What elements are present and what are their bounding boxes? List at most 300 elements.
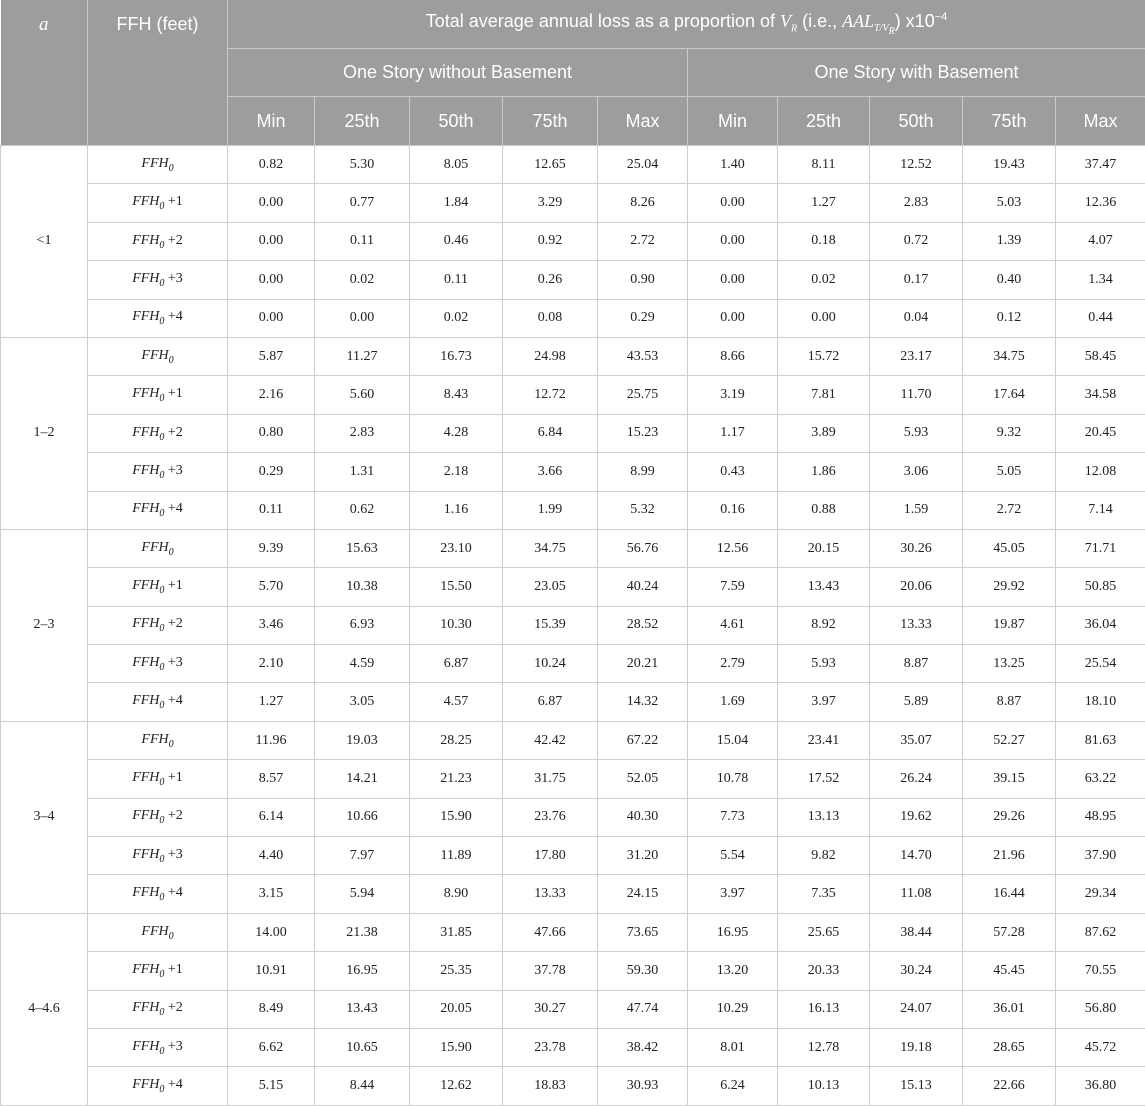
table-cell: 15.90: [410, 1028, 503, 1066]
table-cell: 47.66: [503, 913, 598, 951]
table-row: [1, 990, 1145, 1028]
table-cell: 26.24: [870, 760, 963, 798]
table-cell: 2.79: [688, 645, 778, 683]
table-cell: 21.96: [963, 837, 1056, 875]
table-row: [1, 875, 1145, 913]
table-cell: 30.26: [870, 529, 963, 567]
table-cell: 8.49: [228, 990, 315, 1028]
table-cell: 0.17: [870, 261, 963, 299]
table-cell: 8.66: [688, 337, 778, 375]
table-cell: 0.00: [315, 299, 410, 337]
header-stat: 75th: [963, 97, 1056, 146]
table-cell: 70.55: [1056, 952, 1145, 990]
table-cell: 13.13: [778, 798, 870, 836]
table-cell: 8.90: [410, 875, 503, 913]
table-cell: 12.56: [688, 529, 778, 567]
table-row: [1, 568, 1145, 606]
table-cell: 15.63: [315, 529, 410, 567]
table-cell: 25.54: [1056, 645, 1145, 683]
group-label: 2–3: [1, 529, 88, 721]
table-cell: 2.18: [410, 453, 503, 491]
table-cell: 1.27: [228, 683, 315, 721]
table-cell: 16.95: [315, 952, 410, 990]
table-cell: 15.23: [598, 414, 688, 452]
table-cell: 31.20: [598, 837, 688, 875]
table-cell: 3.29: [503, 184, 598, 222]
table-cell: 4.28: [410, 414, 503, 452]
table-cell: 11.27: [315, 337, 410, 375]
ffh-label: $FFH_0 +4$: [88, 299, 228, 337]
table-cell: 24.15: [598, 875, 688, 913]
ffh-label: $FFH_0 +1$: [88, 184, 228, 222]
table-cell: 20.06: [870, 568, 963, 606]
table-cell: 25.65: [778, 913, 870, 951]
table-cell: 19.43: [963, 146, 1056, 184]
table-cell: 40.30: [598, 798, 688, 836]
table-cell: 4.61: [688, 606, 778, 644]
table-cell: 48.95: [1056, 798, 1145, 836]
table-cell: 23.05: [503, 568, 598, 606]
table-cell: 8.87: [870, 645, 963, 683]
table-cell: 5.87: [228, 337, 315, 375]
table-cell: 10.24: [503, 645, 598, 683]
table-row: [1, 261, 1145, 299]
header-stat: Min: [228, 97, 315, 146]
table-cell: 1.86: [778, 453, 870, 491]
table-cell: 14.21: [315, 760, 410, 798]
table-cell: 13.20: [688, 952, 778, 990]
table-cell: 3.97: [778, 683, 870, 721]
table-cell: 5.94: [315, 875, 410, 913]
header-stat: 25th: [315, 97, 410, 146]
table-cell: 24.98: [503, 337, 598, 375]
table-cell: 42.42: [503, 721, 598, 759]
table-cell: 0.92: [503, 222, 598, 260]
table-cell: 0.29: [598, 299, 688, 337]
table-cell: 6.62: [228, 1028, 315, 1066]
table-cell: 13.43: [315, 990, 410, 1028]
table-cell: 8.05: [410, 146, 503, 184]
ffh-label: $FFH_0 +4$: [88, 683, 228, 721]
table-cell: 0.72: [870, 222, 963, 260]
table-cell: 43.53: [598, 337, 688, 375]
table-cell: 45.45: [963, 952, 1056, 990]
table-cell: 5.70: [228, 568, 315, 606]
table-cell: 13.33: [503, 875, 598, 913]
table-cell: 18.10: [1056, 683, 1145, 721]
table-cell: 0.90: [598, 261, 688, 299]
table-cell: 19.87: [963, 606, 1056, 644]
table-cell: 3.15: [228, 875, 315, 913]
table-cell: 38.44: [870, 913, 963, 951]
table-row: [1, 491, 1145, 529]
table-cell: 4.57: [410, 683, 503, 721]
table-cell: 34.75: [963, 337, 1056, 375]
table-cell: 19.18: [870, 1028, 963, 1066]
table-cell: 14.00: [228, 913, 315, 951]
table-cell: 47.74: [598, 990, 688, 1028]
table-row: [1, 913, 1145, 951]
table-cell: 31.85: [410, 913, 503, 951]
table-cell: 0.16: [688, 491, 778, 529]
table-cell: 45.05: [963, 529, 1056, 567]
table-cell: 13.33: [870, 606, 963, 644]
table-cell: 6.87: [503, 683, 598, 721]
table-cell: 0.88: [778, 491, 870, 529]
table-cell: 28.25: [410, 721, 503, 759]
ffh-label: $FFH_0 +4$: [88, 875, 228, 913]
table-row: [1, 606, 1145, 644]
table-row: [1, 645, 1145, 683]
table-cell: 0.26: [503, 261, 598, 299]
ffh-label: $FFH_0 +2$: [88, 798, 228, 836]
table-cell: 15.90: [410, 798, 503, 836]
table-row: [1, 453, 1145, 491]
table-cell: 1.31: [315, 453, 410, 491]
table-cell: 29.34: [1056, 875, 1145, 913]
table-cell: 10.78: [688, 760, 778, 798]
header-ffh: FFH (feet): [88, 0, 228, 146]
table-cell: 13.25: [963, 645, 1056, 683]
table-cell: 23.41: [778, 721, 870, 759]
table-cell: 0.00: [778, 299, 870, 337]
header-stat: Max: [598, 97, 688, 146]
table-cell: 0.00: [228, 261, 315, 299]
table-cell: 0.00: [228, 184, 315, 222]
table-cell: 16.73: [410, 337, 503, 375]
table-cell: 4.07: [1056, 222, 1145, 260]
table-cell: 10.65: [315, 1028, 410, 1066]
header-stat: 50th: [410, 97, 503, 146]
table-cell: 3.89: [778, 414, 870, 452]
table-cell: 3.46: [228, 606, 315, 644]
ffh-label: $FFH_0 +2$: [88, 414, 228, 452]
ffh-label: $FFH_0$: [88, 529, 228, 567]
table-cell: 8.57: [228, 760, 315, 798]
table-cell: 9.32: [963, 414, 1056, 452]
table-cell: 12.36: [1056, 184, 1145, 222]
table-cell: 20.45: [1056, 414, 1145, 452]
ffh-label: $FFH_0 +3$: [88, 837, 228, 875]
header-group-with-basement: One Story with Basement: [688, 49, 1145, 97]
table-cell: 71.71: [1056, 529, 1145, 567]
table-cell: 25.04: [598, 146, 688, 184]
table-cell: 12.62: [410, 1067, 503, 1105]
table-row: [1, 683, 1145, 721]
table-cell: 12.72: [503, 376, 598, 414]
ffh-label: $FFH_0$: [88, 146, 228, 184]
table-cell: 45.72: [1056, 1028, 1145, 1066]
table-cell: 0.43: [688, 453, 778, 491]
table-cell: 0.00: [228, 299, 315, 337]
table-cell: 5.32: [598, 491, 688, 529]
table-cell: 16.95: [688, 913, 778, 951]
table-cell: 6.87: [410, 645, 503, 683]
table-cell: 38.42: [598, 1028, 688, 1066]
table-cell: 67.22: [598, 721, 688, 759]
header-group-without-basement: One Story without Basement: [228, 49, 688, 97]
table-cell: 3.66: [503, 453, 598, 491]
group-label: 4–4.6: [1, 913, 88, 1105]
table-cell: 34.75: [503, 529, 598, 567]
table-cell: 0.02: [315, 261, 410, 299]
table-cell: 15.04: [688, 721, 778, 759]
table-cell: 17.64: [963, 376, 1056, 414]
table-cell: 10.66: [315, 798, 410, 836]
table-cell: 0.00: [688, 299, 778, 337]
table-cell: 0.80: [228, 414, 315, 452]
table-cell: 11.89: [410, 837, 503, 875]
table-cell: 11.70: [870, 376, 963, 414]
table-cell: 56.76: [598, 529, 688, 567]
table-body: [1, 146, 1145, 1106]
table-cell: 4.59: [315, 645, 410, 683]
ffh-label: $FFH_0 +3$: [88, 453, 228, 491]
table-cell: 37.47: [1056, 146, 1145, 184]
table-cell: 12.65: [503, 146, 598, 184]
table-cell: 14.32: [598, 683, 688, 721]
table-cell: 30.93: [598, 1067, 688, 1105]
table-cell: 2.72: [598, 222, 688, 260]
table-row: [1, 299, 1145, 337]
table-cell: 1.69: [688, 683, 778, 721]
table-cell: 30.24: [870, 952, 963, 990]
table-cell: 8.87: [963, 683, 1056, 721]
table-cell: 9.82: [778, 837, 870, 875]
table-cell: 73.65: [598, 913, 688, 951]
header-stat: 50th: [870, 97, 963, 146]
table-row: [1, 1067, 1145, 1105]
table-cell: 31.75: [503, 760, 598, 798]
table-cell: 0.00: [228, 222, 315, 260]
table-cell: 0.40: [963, 261, 1056, 299]
table-cell: 23.10: [410, 529, 503, 567]
table-cell: 10.38: [315, 568, 410, 606]
table-cell: 0.46: [410, 222, 503, 260]
table-cell: 10.13: [778, 1067, 870, 1105]
table-cell: 28.52: [598, 606, 688, 644]
table-cell: 40.24: [598, 568, 688, 606]
table-cell: 0.00: [688, 261, 778, 299]
table-cell: 1.59: [870, 491, 963, 529]
ffh-label: $FFH_0$: [88, 913, 228, 951]
table-cell: 1.40: [688, 146, 778, 184]
header-stat: 25th: [778, 97, 870, 146]
table-cell: 20.15: [778, 529, 870, 567]
table-cell: 7.73: [688, 798, 778, 836]
ffh-label: $FFH_0 +1$: [88, 376, 228, 414]
table-cell: 37.90: [1056, 837, 1145, 875]
table-cell: 6.84: [503, 414, 598, 452]
table-cell: 52.05: [598, 760, 688, 798]
table-cell: 87.62: [1056, 913, 1145, 951]
table-cell: 5.30: [315, 146, 410, 184]
table-cell: 11.08: [870, 875, 963, 913]
group-label: <1: [1, 146, 88, 338]
table-cell: 18.83: [503, 1067, 598, 1105]
header-stat: 75th: [503, 97, 598, 146]
table-cell: 1.17: [688, 414, 778, 452]
table-cell: 16.44: [963, 875, 1056, 913]
table-cell: 10.91: [228, 952, 315, 990]
ffh-label: $FFH_0$: [88, 337, 228, 375]
table-cell: 7.14: [1056, 491, 1145, 529]
table-cell: 9.39: [228, 529, 315, 567]
table-cell: 25.35: [410, 952, 503, 990]
table-cell: 22.66: [963, 1067, 1056, 1105]
table-cell: 10.30: [410, 606, 503, 644]
table-cell: 2.10: [228, 645, 315, 683]
table-row: [1, 184, 1145, 222]
table-cell: 63.22: [1056, 760, 1145, 798]
ffh-label: $FFH_0$: [88, 721, 228, 759]
table-cell: 58.45: [1056, 337, 1145, 375]
table-cell: 0.82: [228, 146, 315, 184]
table-cell: 4.40: [228, 837, 315, 875]
table-cell: 8.11: [778, 146, 870, 184]
table-cell: 8.43: [410, 376, 503, 414]
header-a: a: [1, 0, 88, 146]
table-row: [1, 721, 1145, 759]
table-cell: 10.29: [688, 990, 778, 1028]
table-cell: 2.16: [228, 376, 315, 414]
table-cell: 34.58: [1056, 376, 1145, 414]
table-cell: 1.34: [1056, 261, 1145, 299]
table-row: [1, 952, 1145, 990]
table-cell: 0.18: [778, 222, 870, 260]
table-cell: 28.65: [963, 1028, 1056, 1066]
table-cell: 0.04: [870, 299, 963, 337]
table-cell: 13.43: [778, 568, 870, 606]
table-cell: 23.76: [503, 798, 598, 836]
table-cell: 5.15: [228, 1067, 315, 1105]
table-cell: 15.39: [503, 606, 598, 644]
ffh-label: $FFH_0 +3$: [88, 645, 228, 683]
table-cell: 0.00: [688, 184, 778, 222]
table-cell: 0.77: [315, 184, 410, 222]
table-cell: 3.19: [688, 376, 778, 414]
table-cell: 1.27: [778, 184, 870, 222]
group-label: 3–4: [1, 721, 88, 913]
ffh-label: $FFH_0 +2$: [88, 990, 228, 1028]
table-cell: 17.52: [778, 760, 870, 798]
table-row: [1, 376, 1145, 414]
ffh-label: $FFH_0 +3$: [88, 1028, 228, 1066]
table-cell: 17.80: [503, 837, 598, 875]
table-cell: 19.03: [315, 721, 410, 759]
ffh-label: $FFH_0 +2$: [88, 606, 228, 644]
table-cell: 2.72: [963, 491, 1056, 529]
table-cell: 5.54: [688, 837, 778, 875]
table-cell: 19.62: [870, 798, 963, 836]
table-cell: 23.17: [870, 337, 963, 375]
table-cell: 12.08: [1056, 453, 1145, 491]
ffh-label: $FFH_0 +4$: [88, 491, 228, 529]
table-row: [1, 837, 1145, 875]
table-cell: 37.78: [503, 952, 598, 990]
table-cell: 23.78: [503, 1028, 598, 1066]
table-row: [1, 337, 1145, 375]
table-cell: 81.63: [1056, 721, 1145, 759]
table-header: [1, 0, 1145, 146]
table-cell: 14.70: [870, 837, 963, 875]
table-cell: 16.13: [778, 990, 870, 1028]
table-cell: 0.11: [410, 261, 503, 299]
table-cell: 0.08: [503, 299, 598, 337]
table-cell: 12.78: [778, 1028, 870, 1066]
table-cell: 2.83: [315, 414, 410, 452]
table-cell: 36.04: [1056, 606, 1145, 644]
table-cell: 24.07: [870, 990, 963, 1028]
table-cell: 8.01: [688, 1028, 778, 1066]
table-cell: 8.44: [315, 1067, 410, 1105]
table-row: [1, 414, 1145, 452]
ffh-label: $FFH_0 +1$: [88, 952, 228, 990]
table-cell: 6.93: [315, 606, 410, 644]
table-cell: 7.59: [688, 568, 778, 606]
table-cell: 5.93: [870, 414, 963, 452]
table-cell: 5.05: [963, 453, 1056, 491]
table-row: [1, 1028, 1145, 1066]
table-cell: 15.50: [410, 568, 503, 606]
ffh-label: $FFH_0 +4$: [88, 1067, 228, 1105]
table-cell: 5.93: [778, 645, 870, 683]
table-cell: 8.92: [778, 606, 870, 644]
table-cell: 0.02: [410, 299, 503, 337]
table-cell: 15.72: [778, 337, 870, 375]
table-cell: 59.30: [598, 952, 688, 990]
table-cell: 7.97: [315, 837, 410, 875]
table-cell: 50.85: [1056, 568, 1145, 606]
table-cell: 6.24: [688, 1067, 778, 1105]
table-cell: 25.75: [598, 376, 688, 414]
table-cell: 0.00: [688, 222, 778, 260]
table-row: [1, 529, 1145, 567]
table-cell: 8.26: [598, 184, 688, 222]
table-cell: 1.84: [410, 184, 503, 222]
table-cell: 6.14: [228, 798, 315, 836]
table-cell: 1.16: [410, 491, 503, 529]
table-cell: 8.99: [598, 453, 688, 491]
header-stat: Max: [1056, 97, 1145, 146]
table-cell: 3.06: [870, 453, 963, 491]
table-cell: 1.39: [963, 222, 1056, 260]
table-cell: 29.26: [963, 798, 1056, 836]
table-cell: 56.80: [1056, 990, 1145, 1028]
table-cell: 5.60: [315, 376, 410, 414]
table-cell: 12.52: [870, 146, 963, 184]
table-cell: 39.15: [963, 760, 1056, 798]
ffh-label: $FFH_0 +1$: [88, 568, 228, 606]
table-cell: 3.05: [315, 683, 410, 721]
ffh-label: $FFH_0 +2$: [88, 222, 228, 260]
table-cell: 29.92: [963, 568, 1056, 606]
table-cell: 5.03: [963, 184, 1056, 222]
table-cell: 20.21: [598, 645, 688, 683]
table-cell: 20.33: [778, 952, 870, 990]
table-cell: 21.38: [315, 913, 410, 951]
ffh-label: $FFH_0 +1$: [88, 760, 228, 798]
table-cell: 30.27: [503, 990, 598, 1028]
table-cell: 36.01: [963, 990, 1056, 1028]
group-label: 1–2: [1, 337, 88, 529]
table-cell: 7.35: [778, 875, 870, 913]
table-cell: 21.23: [410, 760, 503, 798]
table-cell: 0.12: [963, 299, 1056, 337]
table-cell: 15.13: [870, 1067, 963, 1105]
table-cell: 36.80: [1056, 1067, 1145, 1105]
table-cell: 11.96: [228, 721, 315, 759]
